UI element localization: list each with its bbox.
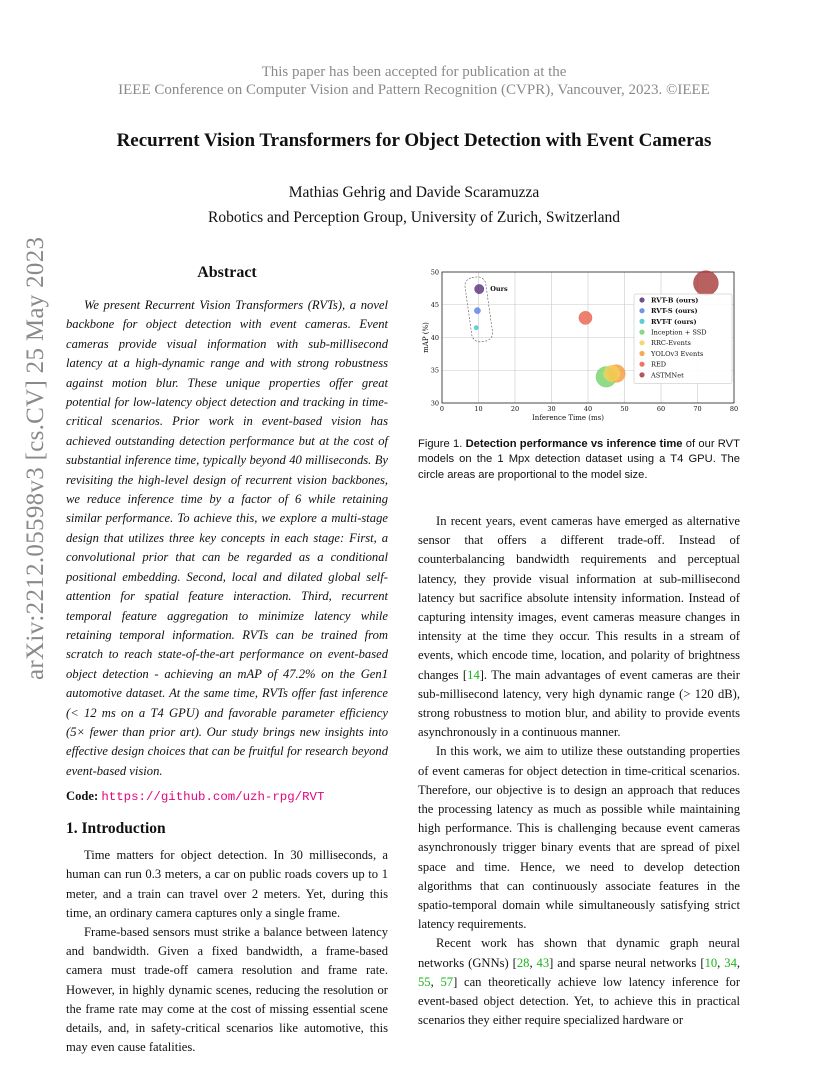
- data-point-astmnet: [693, 271, 718, 296]
- citation-link[interactable]: 14: [467, 667, 480, 682]
- paper-title: Recurrent Vision Transformers for Object Detection with Event Cameras: [116, 130, 712, 151]
- ours-annotation: Ours: [490, 285, 508, 294]
- p3-sep: ,: [736, 955, 741, 970]
- arxiv-identifier-stamp: arXiv:2212.05598v3 [cs.CV] 25 May 2023: [22, 236, 49, 680]
- p1-text-a: In recent years, event cameras have emerged as alternative sensor that offers a different trade-off. Instead of counterbalancing bandwidth requirements and perceptual latency, they provide visual information at sub-millisecond latency but sacrifice absolute intensity information. Instead of capturing intensity images, event cameras measure changes in intensity at the time they occur. This results in a stream of events, which encode time, location, and polarity of brightness changes [: [418, 514, 740, 682]
- legend-marker: [639, 308, 644, 313]
- caption-prefix: Figure 1.: [418, 438, 466, 450]
- p3-text-c: ] can theoretically achieve low latency inference for event-based object detection. Yet, to achieve this in practical scenarios they either require specialized hardware or: [418, 974, 741, 1028]
- chart-svg: [412, 262, 748, 430]
- p3-text-b: ] and sparse neural networks [: [549, 955, 705, 970]
- x-tick-label: 70: [693, 405, 702, 413]
- right-paragraph-1: [418, 512, 740, 742]
- intro-paragraph-2: Frame-based sensors must strike a balance between latency and bandwidth. Given a fixed bandwidth, a frame-based camera must trade-off camera resolution and frame rate. However, in highly dynamic scenes, reducing the resolution or the frame rate may come at the cost of missing essential scene details, and, in safety-critical scenarios like automotive, this may even cause fatalities.: [66, 924, 388, 1055]
- x-tick-label: 0: [439, 405, 445, 413]
- intro-paragraph-1: Time matters for object detection. In 30 milliseconds, a human can run 0.3 meters, a car on public roads covers up to 1 meter, and a train can travel over 2 meters. Yet, during this time, an ordinary camera captures only a single frame.: [66, 848, 388, 920]
- legend-marker: [639, 372, 644, 377]
- data-point-rvt-b-ours-: [475, 284, 484, 293]
- y-tick-label: 40: [430, 333, 439, 342]
- figure-1-chart: [412, 262, 748, 430]
- legend-marker: [639, 330, 644, 335]
- legend-label: RRC-Events: [651, 339, 691, 348]
- citation-link[interactable]: 28: [516, 955, 530, 970]
- y-tick-label: 30: [430, 399, 439, 408]
- p3-sep: ,: [430, 974, 441, 989]
- y-tick-label: 35: [430, 366, 439, 375]
- legend-label: RVT-B (ours): [651, 296, 699, 305]
- code-link[interactable]: https://github.com/uzh-rpg/RVT: [101, 790, 325, 805]
- p1-text-b: ]. The main advantages of event cameras are their sub-millisecond latency, very high dynamic range (> 120 dB), strong robustness to motion blur, and ability to provide events asynchronously in a continuous manner.: [418, 667, 740, 740]
- code-label: Code:: [66, 789, 99, 804]
- y-axis-label: mAP (%): [422, 322, 430, 353]
- legend-marker: [639, 319, 644, 324]
- legend-label: Inception + SSD: [651, 328, 707, 337]
- p3-text-a: Recent work has shown that dynamic graph neural networks (GNNs) [: [418, 936, 740, 970]
- data-point-rvt-t-ours-: [474, 325, 478, 329]
- left-column: [66, 264, 388, 1057]
- legend-marker: [639, 297, 644, 302]
- citation-link[interactable]: 57: [440, 974, 454, 989]
- caption-bold: Detection performance vs inference time: [465, 438, 683, 450]
- x-tick-label: 30: [547, 405, 556, 413]
- legend-marker: [639, 340, 644, 345]
- legend-label: RVT-S (ours): [651, 307, 698, 316]
- y-tick-label: 45: [430, 301, 439, 310]
- right-column: [418, 512, 740, 1030]
- legend-label: RED: [651, 360, 667, 369]
- caption-rest: of our RVT models on the 1 Mpx detection dataset using a T4 GPU. The circle areas are proportional to the model size.: [418, 438, 740, 481]
- data-point-rrc-events: [603, 365, 619, 381]
- paper-authors: Mathias Gehrig and Davide Scaramuzza: [288, 184, 540, 201]
- x-tick-label: 50: [620, 405, 629, 413]
- right-paragraph-2: In this work, we aim to utilize these outstanding properties of event cameras for object detection in time-critical scenarios. Therefore, our objective is to design an approach that reduces the processing latency as much as possible while maintaining high performance. This is challenging because event cameras asynchronously trigger binary events that are spread of pixel space and time. Hence, we need to develop detection algorithms that can continuously associate features in the spatio-temporal domain while simultaneously satisfying strict latency requirements.: [418, 744, 740, 932]
- data-point-red: [579, 311, 592, 324]
- acceptance-note-line1: This paper has been accepted for publication at the: [261, 64, 567, 80]
- x-tick-label: 60: [656, 405, 666, 413]
- legend-label: ASTMNet: [651, 371, 684, 380]
- x-tick-label: 10: [474, 405, 483, 413]
- legend-marker: [639, 362, 644, 367]
- citation-link[interactable]: 43: [536, 955, 550, 970]
- abstract-text: We present Recurrent Vision Transformers (RVTs), a novel backbone for object detection with event cameras. Event cameras provide visual information with sub-millisecond latency at a high-dynamic range and with strong robustness against motion blur. These unique properties offer great potential for low-latency object detection and tracking in time-critical scenarios. Prior work in event-based vision has achieved outstanding detection performance but at the cost of substantial inference time, typically beyond 40 milliseconds. By revisiting the high-level design of recurrent vision backbones, we reduce inference time by a factor of 6 while retaining similar performance. To achieve this, we explore a multi-stage design that utilizes three key concepts in each stage: First, a convolutional prior that can be regarded as a conditional positional embedding. Second, local and dilated global self-attention for spatial feature interaction. Third, recurrent temporal feature aggregation to minimize latency while retaining temporal information. RVTs can be trained from scratch to reach state-of-the-art performance on event-based object detection - achieving an mAP of 47.2% on the Gen1 automotive dataset. At the same time, RVTs offer fast inference (< 12 ms on a T4 GPU) and favorable parameter efficiency (5× fewer than prior art). Our study brings new insights into effective design choices that can be fruitful for research beyond event-based vision.: [66, 298, 388, 778]
- code-line: [66, 789, 388, 804]
- x-tick-label: 40: [583, 405, 593, 413]
- abstract-heading: Abstract: [197, 264, 257, 281]
- citation-link[interactable]: 10: [704, 955, 718, 970]
- data-point-rvt-s-ours-: [474, 308, 480, 314]
- paper-affiliation: Robotics and Perception Group, University of Zurich, Switzerland: [208, 209, 620, 226]
- x-tick-label: 80: [729, 405, 739, 413]
- p3-sep: ,: [529, 955, 537, 970]
- citation-link[interactable]: 34: [724, 955, 737, 970]
- x-tick-label: 20: [510, 405, 520, 413]
- citation-link[interactable]: 55: [418, 974, 431, 989]
- p3-sep: ,: [717, 955, 725, 970]
- y-tick-label: 50: [430, 268, 439, 277]
- x-axis-label: Inference Time (ms): [532, 414, 604, 422]
- legend-label: RVT-T (ours): [651, 317, 697, 326]
- introduction-heading: 1. Introduction: [66, 820, 166, 838]
- acceptance-note-line2: IEEE Conference on Computer Vision and Pattern Recognition (CVPR), Vancouver, 2023. ©IEEE: [118, 82, 710, 98]
- legend-marker: [639, 351, 644, 356]
- figure-1-caption: [418, 437, 740, 483]
- right-paragraph-3: [418, 934, 740, 1030]
- legend-label: YOLOv3 Events: [651, 349, 704, 358]
